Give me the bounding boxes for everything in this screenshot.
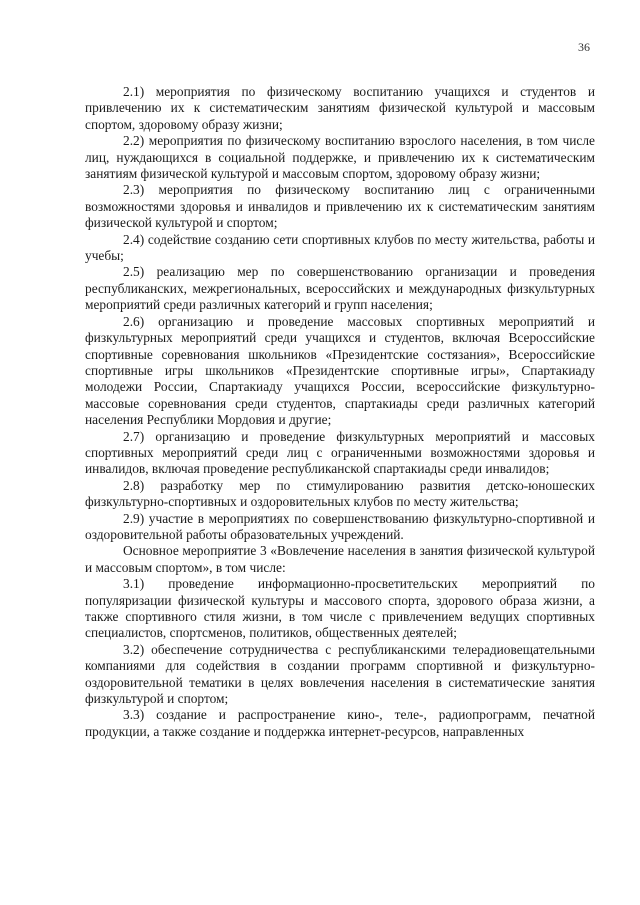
paragraph-2-9: 2.9) участие в мероприятиях по совершенствованию физкультурно-спортивной и оздоровительной работы образовательных учреждений.	[85, 510, 595, 542]
paragraph-2-4: 2.4) содействие созданию сети спортивных клубов по месту жительства, работы и учебы;	[85, 231, 595, 264]
paragraph-2-3: 2.3) мероприятия по физическому воспитанию лиц с ограниченными возможностями здоровья и инвалидов и привлечению их к систематическим занятиям физической культурой и спортом;	[85, 182, 595, 231]
document-body	[85, 84, 595, 740]
paragraph-2-2: 2.2) мероприятия по физическому воспитанию взрослого населения, в том числе лиц, нуждающихся в социальной поддержке, и привлечению их к систематическим занятиям физической культурой и массовым спортом, здоровому образу жизни;	[85, 133, 595, 182]
paragraph-2-1: 2.1) мероприятия по физическому воспитанию учащихся и студентов и привлечению их к систематическим занятиям физической культурой и массовым спортом, здоровому образу жизни;	[85, 84, 595, 132]
paragraph-2-8: 2.8) разработку мер по стимулированию развития детско-юношеских физкультурно-спортивных и оздоровительных клубов по месту жительства;	[85, 477, 595, 510]
paragraph-3-1: 3.1) проведение информационно-просветительских мероприятий по популяризации физической культуры и массового спорта, здорового образа жизни, а также спортивного стиля жизни, в том числе с привлечением ведущих спортивных специалистов, спортсменов, политиков, общественных деятелей;	[85, 576, 595, 641]
paragraph-2-6: 2.6) организацию и проведение массовых спортивных мероприятий и физкультурных мероприятий среди учащихся и студентов, включая Всероссийские спортивные соревнования школьников «Президентские состязания», Всероссийские спортивные игры школьников «Президентские спортивные игры», Спартакиаду молодежи России, Спартакиаду учащихся России, всероссийские физкультурно-массовые соревнования среди студентов, спартакиады среди различных категорий населения Республики Мордовия и другие;	[85, 313, 595, 428]
paragraph-main-activity-3: Основное мероприятие 3 «Вовлечение населения в занятия физической культурой и массовым спортом», в том числе:	[85, 543, 595, 575]
paragraph-3-3: 3.3) создание и распространение кино-, теле-, радиопрограмм, печатной продукции, а также создание и поддержка интернет-ресурсов, направленных	[85, 707, 595, 739]
paragraph-2-7: 2.7) организацию и проведение физкультурных мероприятий и массовых спортивных мероприятий среди лиц с ограниченными возможностями здоровья и инвалидов, включая проведение республиканской спартакиады среди инвалидов;	[85, 428, 595, 477]
paragraph-2-5: 2.5) реализацию мер по совершенствованию организации и проведения республиканских, межрегиональных, всероссийских и международных физкультурных мероприятий среди различных категорий и групп населения;	[85, 264, 595, 313]
paragraph-3-2: 3.2) обеспечение сотрудничества с республиканскими телерадиовещательными компаниями для содействия в создании программ спортивной и физкультурно-оздоровительной тематики в целях вовлечения населения в систематические занятия физкультурой и спортом;	[85, 641, 595, 707]
page-number: 36	[578, 40, 590, 54]
